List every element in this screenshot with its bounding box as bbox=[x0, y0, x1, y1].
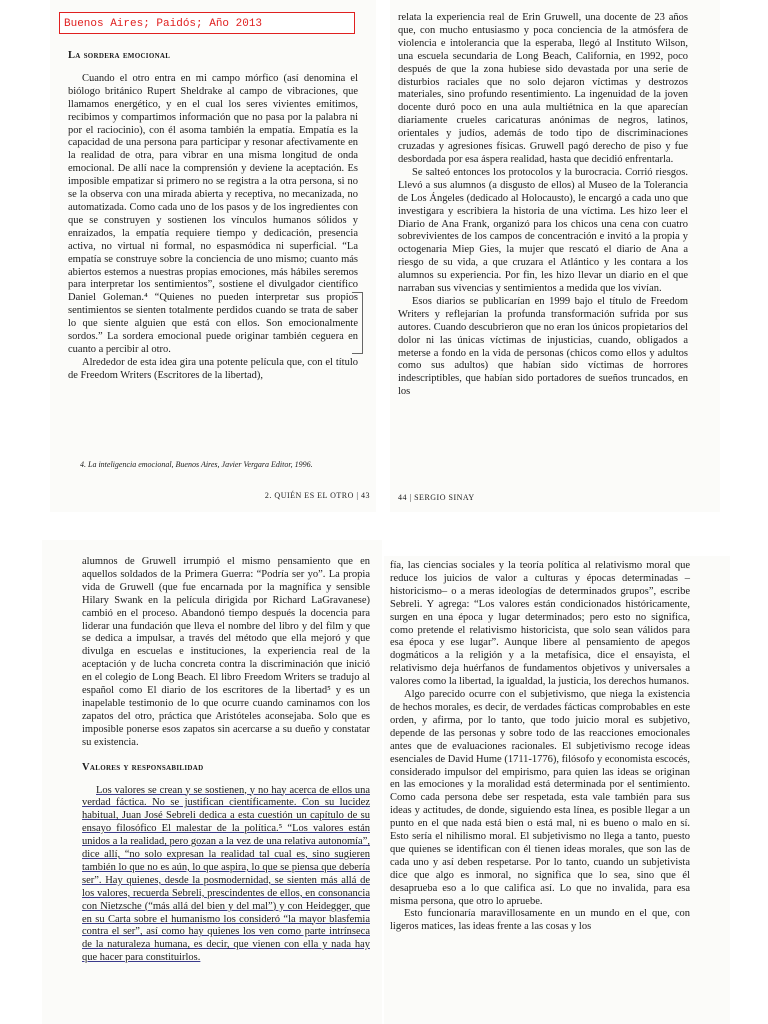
paragraph: Esos diarios se publicarían en 1999 bajo el título de Freedom Writers y reflejarían la profunda transformación sufrida por sus autores. Cuando descubrieron que no eran los únicos propietarios del dolor ni las únicas víctimas de injusticias, cuando, obligados a meterse a fondo en la vida de personas (chicos como ellos y adultos como sus adultos) que habían sido víctimas de horrores indescriptibles, que habían sido portadores de sueños truncados, en los bbox=[398, 295, 688, 398]
paragraph: fía, las ciencias sociales y la teoría política al relativismo moral que reduce los juicios de valor a culturas y épocas determinadas –historicismo– o a meras ideologías de determinados grupos”, escribe Sebreli. Y agrega: “Los valores están condicionados históricamente, surgen en una época y lugar determinados; pero esto no significa, como pretende el relativismo historicista, que solo sean válidos para esa época y ese lugar”. Aunque libere al pensamiento de apegos dogmáticos a la religión y a la metafísica, dice el ensayista, el relativismo deja huérfanos de fundamentos objetivos y universales a valores como la libertad, la igualdad, la justicia, los derechos humanos. bbox=[390, 560, 690, 688]
pencil-bracket-mark bbox=[352, 292, 363, 354]
paragraph: Cuando el otro entra en mi campo mórfico (así denomina el biólogo británico Rupert Sheldrake al campo de vibraciones, que llamamos energético, y en el cual los seres vivientes emitimos, recibimos y compartimos información que no pasa por la palabra ni por el raciocinio), con él asoma también la empatía. Empatía es la capacidad de una persona para participar y resonar afectivamente en la realidad de otra, para vibrar en una misma longitud de onda emocional. De allí nace la comprensión y deviene la aceptación. Es imposible empatizar si primero no se registra a la otra persona, si no se la observa con una mirada abierta y receptiva, no mecanizada, no automatizada. Como cada uno de los pasos y de los ingredientes con que se construyen y sostienen los vínculos humanos sólidos y enraizados, la empatía requiere tiempo y dedicación, presencia activa, no virtual ni formal, no espasmódica ni superficial. “La empatía se construye sobre la conciencia de uno mismo; cuanto más abiertos estemos a nuestras propias emociones, más hábiles seremos para interpretar los sentimientos”, sostiene el divulgador científico Daniel Goleman.⁴ “Quienes no pueden interpretar sus propios sentimientos se sienten totalmente perdidos cuando se trata de saber lo que siente alguien que está con ellos. Son emocionalmente sordos.” La sordera emocional puede originar también ceguera en cuanto a percibir al otro. bbox=[68, 72, 358, 355]
paragraph: alumnos de Gruwell irrumpió el mismo pensamiento que en aquellos soldados de la Primera Guerra: “Podría ser yo”. La propia vida de Gruwell (que fue encarnada por la magnífica y sensible Hilary Swank en la película dirigida por Richard LaGravanese) cambió en el proceso. Abandonó tiempo después la docencia para liderar una fundación que lleva el nombre del libro y del film y que se dedica a impulsar, a través del método que ella mejoró y que divulga en escuelas e instituciones, la experiencia real de la aceptación y de lucha concreta contra la discriminación que inició en el colegio de Long Beach. El libro Freedom Writers se tradujo al español como El diario de los escritores de la libertad⁵ y es un inapelable testimonio de lo que ocurre cuando caminamos con los zapatos del otro, práctica que Aristóteles aconsejaba. Solo que es imposible ponerse esos zapatos sin acercarse a su dueño y constatar su existencia. bbox=[82, 556, 370, 748]
paragraph: Algo parecido ocurre con el subjetivismo, que niega la existencia de hechos morales, es decir, de verdades fácticas comprobables en este orden, y afirma, por lo tanto, que todo juicio moral es subjetivo, depende de las personas y sobre todo de las reacciones emocionales antes que de evaluaciones racionales. El subjetivismo recoge ideas esenciales de David Hume (1711-1776), filósofo y economista escocés, considerado impulsor del empirismo, para quien las ideas se originan en las emociones y la moralidad está determinada por el sentimiento. Como cada persona debe ser respetada, esta vale también para sus ideas y actitudes, de donde, siguiendo esta línea, es posible llegar a un punto en el que nada está bien o está mal, ni es bueno o malo en sí. Esto sería el nihilismo moral. El subjetivismo no llega a tanto, puesto que quienes se identifican con él tienen ideas morales, que son las de cada uno y así deben respetarse. Por lo tanto, cuando un subjetivista dice que algo es inmoral, no significa que lo sea, sino que él desaprueba eso a lo que califica así. Lo que no invalida, para esa misma persona, que otro lo apruebe. bbox=[390, 689, 690, 907]
section-heading: Valores y responsabilidad bbox=[82, 761, 204, 773]
section-heading: La sordera emocional bbox=[68, 50, 171, 61]
page-45-column bbox=[82, 556, 370, 965]
page-folio: 2. QUIÉN ES EL OTRO | 43 bbox=[264, 491, 370, 500]
page-46-column bbox=[390, 560, 690, 934]
footnote: 4. La inteligencia emocional, Buenos Aires, Javier Vergara Editor, 1996. bbox=[80, 460, 313, 469]
paragraph: Esto funcionaría maravillosamente en un mundo en el que, con ligeros matices, las ideas frente a las cosas y los bbox=[390, 908, 690, 933]
paragraph: Alrededor de esta idea gira una potente película que, con el título de Freedom Writers (Escritores de la libertad), bbox=[68, 356, 358, 381]
page-folio: 44 | SERGIO SINAY bbox=[398, 493, 475, 502]
paragraph: relata la experiencia real de Erin Gruwell, una docente de 23 años que, con mucho entusiasmo y poca conciencia de la atmósfera de violencia e intolerancia que la esperaba, llegó al Instituto Wilson, una escuela secundaria de Long Beach, California, en 1992, poco después de que la zona hubiese sido devastada por una serie de disturbios raciales que no solo dejaron víctimas y destrozos materiales, sino profundo resentimiento. La ingenuidad de la joven docente duró poco en una aula multiétnica en la que aparecían diariamente crueles caricaturas anónimas de negros, latinos, orientales y judíos, además de todo tipo de discriminaciones cruzadas y agresiones físicas. Gruwell pagó derecho de piso y fue desbordada por esa áspera realidad, hasta que decidió enfrentarla. bbox=[398, 12, 688, 165]
paragraph: Los valores se crean y se sostienen, y no hay acerca de ellos una verdad fáctica. No se justifican científicamente. Con su lucidez habitual, Juan José Sebreli dedica a esta cuestión un capítulo de su ensayo filosófico El malestar de la política.⁵ “Los valores están unidos a la realidad, pero gozan a la vez de una relativa autonomía”, dice allí, “no solo expresan la realidad tal cual es, sino sugieren también lo que no es aún, lo que aspira, lo que se piensa que debería ser”. Hay quienes, desde la posmodernidad, se sienten más allá de los valores, recuerda Sebreli, prescindentes de ellos, en consonancia con Nietzsche (“más allá del bien y del mal”) y con Heidegger, que en su Carta sobre el humanismo los consideró “la mayor blasfemia contra el ser”, así como hay quienes los ven como parte intrínseca de la naturaleza humana, es decir, que vienen con ella y nada hay que hacer para constituirlos. bbox=[82, 784, 370, 964]
page-44-column bbox=[398, 12, 688, 399]
source-tag: Buenos Aires; Paidós; Año 2013 bbox=[59, 12, 355, 34]
page-43-column bbox=[68, 50, 358, 383]
paragraph: Se salteó entonces los protocolos y la burocracia. Corrió riesgos. Llevó a sus alumnos (a disgusto de ellos) al Museo de la Tolerancia de Los Ángeles (dedicado al Holocausto), le encargó a cada uno que investigara y escribiera la historia de una víctima. Les hizo leer el Diario de Ana Frank, organizó para los chicos una cena con cuatro sobrevivientes de los campos de concentración e invitó a la propia y octogenaria Miep Gies, la mujer que rescató el diario de Ana a riesgo de su vida, a que cruzara el Atlántico y les contara a los alumnos su experiencia. Por fin, les hizo llevar un diario en el que narraban sus vivencias y sentimientos a medida que los vivían. bbox=[398, 166, 688, 295]
